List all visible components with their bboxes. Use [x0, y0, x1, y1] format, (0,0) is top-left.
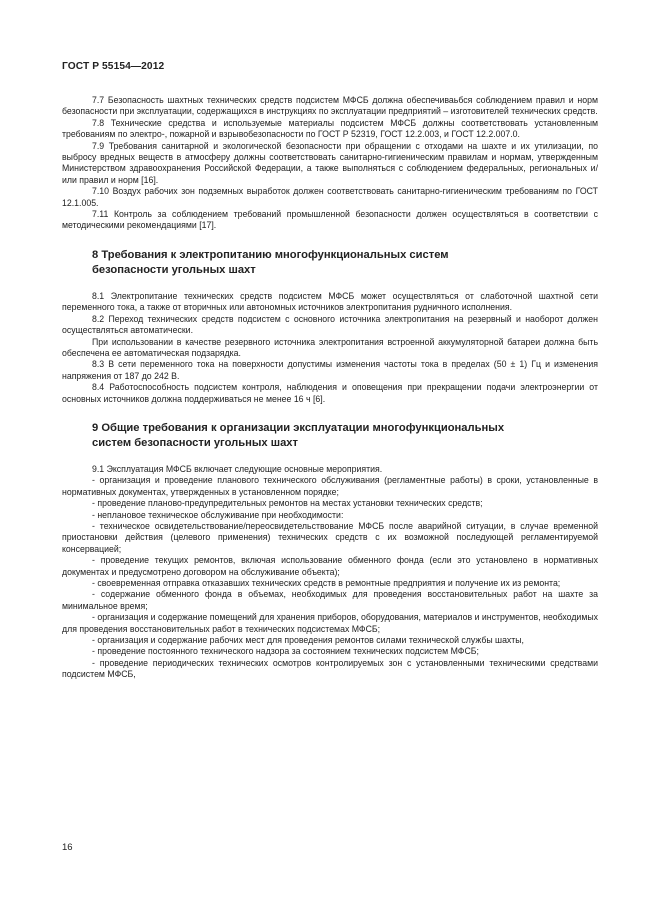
list-item: - проведение периодических технических осмотров контролируемых зон с установленными техническими средствами подсистем МФСБ, — [62, 657, 598, 680]
list-item: - проведение планово-предупредительных ремонтов на местах установки технических средств; — [92, 498, 483, 509]
document-body — [62, 95, 598, 681]
document-header: ГОСТ Р 55154—2012 — [62, 61, 165, 72]
list-item: - проведение постоянного технического надзора за состоянием технических подсистем МФСБ; — [92, 646, 479, 657]
list-item: - организация и содержание рабочих мест для проведения ремонтов силами технической службы шахты, — [92, 635, 524, 646]
clause-8-2-battery: При использовании в качестве резервного источника электропитания встроенной аккумуляторной батареи должна быть обеспечена ее автоматическая подзарядка. — [62, 336, 598, 358]
section-8-heading-line2: безопасности угольных шахт — [92, 263, 256, 276]
list-item: - организация и содержание помещений для хранения приборов, оборудования, материалов и инструментов, необходимых для проведения восстановительных работ в технических подсистемах МФСБ; — [62, 612, 598, 634]
list-item: - организация и проведение планового технического обслуживания (регламентные работы) в сроки, установленные в нормативных документах, утвержденных в установленном порядке; — [62, 475, 598, 497]
clause-8-3: 8.3 В сети переменного тока на поверхности допустимы изменения частоты тока в пределах (50 ± 1) Гц и изменения напряжения от 187 до 242 В. — [62, 359, 598, 381]
page-number: 16 — [62, 842, 73, 853]
section-9-heading-line1: 9 Общие требования к организации эксплуатации многофункциональных — [92, 421, 505, 434]
section-8-heading-line1: 8 Требования к электропитанию многофункциональных систем — [92, 248, 449, 261]
list-item: - проведение текущих ремонтов, включая использование обменного фонда (если это установлено в нормативных документах и предусмотрено договором на обслуживание объекта); — [62, 555, 598, 577]
clause-8-1: 8.1 Электропитание технических средств подсистем МФСБ может осуществляться от слаботочной шахтной сети переменного тока, а также от вторичных или автономных источников электропитания рудничного исполнения. — [62, 290, 598, 313]
clause-7-11: 7.11 Контроль за соблюдением требований промышленной безопасности должен осуществляться в соответствии с методическими рекомендациями [17]. — [62, 209, 598, 231]
list-item: - содержание обменного фонда в объемах, необходимых для проведения восстановительных работ на шахте за минимальное время; — [62, 589, 598, 611]
clause-8-2: 8.2 Переход технических средств подсистем с основного источника электропитания на резервный и наоборот должен осуществляться автоматически. — [62, 313, 598, 336]
section-9-heading — [92, 421, 598, 451]
clause-8-4: 8.4 Работоспособность подсистем контроля, наблюдения и оповещения при прекращении подачи электроэнергии от основных источников должна поддерживаться не менее 16 ч [6]. — [62, 382, 598, 404]
clause-7-7: 7.7 Безопасность шахтных технических средств подсистем МФСБ должна обеспечиваьбся соблюдением правил и норм безопасности при эксплуатации, содержащихся в инструкциях по эксплуатации предприятий – изготовителей технических средств. — [62, 95, 598, 117]
section-8-heading — [92, 248, 598, 278]
clause-7-9: 7.9 Требования санитарной и экологической безопасности при обращении с отходами на шахте и их утилизации, по выбросу вредных веществ в атмосферу должны соответствовать санитарно-гигиеническим правилам и нормам, утвержденным Министерством здравоохранения Российской Федерации, а также выполняться с соблюдением федеральных, региональных и/или правил и норм [16]. — [62, 140, 598, 185]
list-item: - техническое освидетельствование/переосвидетельствование МФСБ после аварийной ситуации, в случае временной приостановки действия (целевого применения) технических средств с их возможной последующей регламентируемой консервацией; — [62, 520, 598, 554]
clause-9-1: 9.1 Эксплуатация МФСБ включает следующие основные мероприятия. — [92, 463, 383, 474]
section-9-heading-line2: систем безопасности угольных шахт — [92, 436, 299, 449]
list-item: - неплановое техническое обслуживание при необходимости: — [92, 509, 344, 520]
clause-7-8: 7.8 Технические средства и используемые материалы подсистем МФСБ должны соответствовать установленным требованиям по электро-, пожарной и взрывобезопасности по ГОСТ Р 52319, ГОСТ 12.2.003, и ГОСТ 12.2.007.0. — [62, 117, 598, 140]
clause-7-10: 7.10 Воздух рабочих зон подземных выработок должен соответствовать санитарно-гигиеническим требованиям по ГОСТ 12.1.005. — [62, 186, 598, 208]
list-item: - своевременная отправка отказавших технических средств в ремонтные предприятия и получение их из ремонта; — [92, 578, 561, 588]
